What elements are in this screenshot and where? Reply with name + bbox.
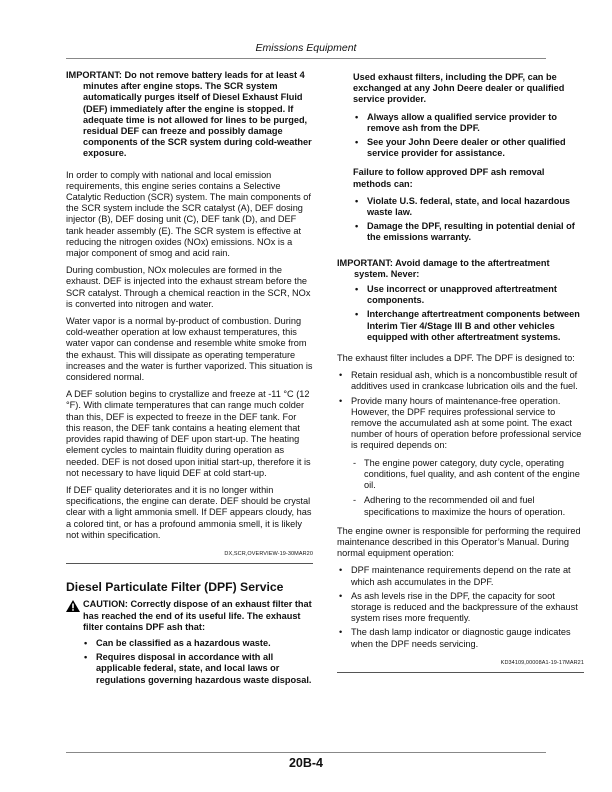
left-column [66,70,313,692]
filter-paragraph: The exhaust filter includes a DPF. The DPF is designed to: [337,353,575,364]
used-filters-note: Used exhaust filters, including the DPF, can be exchanged at any John Deere dealer or qualified service provider. [353,72,565,105]
used-filters-list [337,112,584,160]
header-rule [66,58,546,59]
reference-code: DX,SCR,OVERVIEW-19-30MAR20 [224,550,313,557]
failure-list [337,196,584,244]
failure-note: Failure to follow approved DPF ash removal methods can: [353,167,545,189]
caution-list [66,638,313,686]
warning-triangle-icon [66,600,80,615]
list-item: • Always allow a qualified service provider to remove ash from the DPF. [355,111,557,133]
owner-list [337,565,584,649]
reference-rule [66,563,313,564]
caution-text: CAUTION: Correctly dispose of an exhaust filter that has reached the end of its useful life. The exhaust filter contains DPF ash that: [83,599,312,632]
def-freeze-paragraph: A DEF solution begins to crystallize and freeze at -11 °C (12 °F). With climate temperatures that can range much colder than this, DEF is expected to freeze in the DEF tank. For this reason, the DEF tank contains a heating element that provides rapid thawing of DEF upon start-up. The heating element cycles to maintain fluidity during operation as needed. DEF is not dosed upon initial start-up, therefore it is not necessary to have liquid DEF at cold start-up. [66,389,311,478]
list-item: • As ash levels rise in the DPF, the capacity for soot storage is reduced and the backpressure of the exhaust system rises more frequently. [339,590,578,624]
caution-note [66,599,313,633]
list-item: • Interchange aftertreatment components between Interim Tier 4/Stage III B and other vehicles equipped with other aftertreatment systems. [355,309,580,342]
list-item: • See your John Deere dealer or other qualified service provider for assistance. [355,137,566,159]
list-item: • Provide many hours of maintenance-free operation. However, the DPF requires professional service to remove the accumulated ash at some point. The exact number of hours of operation before professional service is required depends on: [339,395,582,451]
list-item: • DPF maintenance requirements depend on the rate at which ash accumulates in the DPF. [339,565,571,587]
dash-list [337,458,584,518]
list-item: - Adhering to the recommended oil and fuel specifications to maximize the hours of operation. [353,495,566,517]
page-number: 20B-4 [288,756,324,770]
scr-overview-paragraph: In order to comply with national and local emission requirements, this engine series contains a Selective Catalytic Reduction (SCR) system. The main components of the SCR system include the SCR catalyst (A), DEF dosing injector (B), DEF dosing unit (C), DEF tank (D), and DEF tank header assembly (E). The SCR system is effective at reducing the nitrogen oxides (NOx) emissions. NOx is a major component of smog and acid rain. [66,169,311,259]
section-title: Diesel Particulate Filter (DPF) Service [66,580,284,595]
nox-paragraph: During combustion, NOx molecules are formed in the exhaust. DEF is injected into the exhaust stream before the SCR catalyst. Through a chemical reaction in the SCR, NOx is converted into nitrogen and water. [66,265,311,309]
owner-paragraph: The engine owner is responsible for performing the required maintenance described in this Operator’s Manual. During normal equipment operation: [337,525,581,559]
right-column [337,72,584,691]
filter-list [337,370,584,451]
list-item: • Retain residual ash, which is a noncombustible result of additives used in crankcase lubrication oils and the fuel. [339,370,578,392]
never-list [337,284,584,343]
important-aftertreatment-note: IMPORTANT: Avoid damage to the aftertreatment system. Never: [337,257,550,279]
list-item: • Damage the DPF, resulting in potential denial of the emissions warranty. [355,221,575,243]
list-item: • Use incorrect or unapproved aftertreatment components. [355,284,557,306]
list-item: - The engine power category, duty cycle, operating conditions, fuel quality, and ash content of the engine oil. [353,457,580,491]
list-item: • Violate U.S. federal, state, and local hazardous waste law. [355,195,571,218]
list-item: • Can be classified as a hazardous waste. [84,637,271,648]
footer-rule [66,752,546,753]
reference-rule [337,672,584,673]
important-battery-note: IMPORTANT: Do not remove battery leads for at least 4 minutes after engine stops. The SCR system automatically purges itself of Diesel Exhaust Fluid (DEF) immediately after the engine is stopped. If adequate time is not allowed for lines to be purged, residual DEF can freeze and possibly damage components of the SCR system during cold-weather exposure. [66,70,312,159]
water-vapor-paragraph: Water vapor is a normal by-product of combustion. During cold-weather operation at low exhaust temperatures, this water vapor can condense and resemble white smoke from the exhaust. This will dissipate as operating temperature increases and the water is further vaporized. This situation is considered normal. [66,316,313,383]
reference-code: KD34109,00008A1-19-17MAR21 [500,659,584,666]
list-item: • Requires disposal in accordance with all applicable federal, state, and local laws or regulations governing hazardous waste disposal. [84,652,312,685]
def-quality-paragraph: If DEF quality deteriorates and it is no longer within specifications, the engine can derate. DEF should be crystal clear with a light ammonia smell. If DEF appears cloudy, has a colored tint, or has a profound ammonia smell, it is likely not within specification. [66,484,312,540]
list-item: • The dash lamp indicator or diagnostic gauge indicates when the DPF needs servicing. [339,627,571,649]
page-header: Emissions Equipment [255,42,357,54]
